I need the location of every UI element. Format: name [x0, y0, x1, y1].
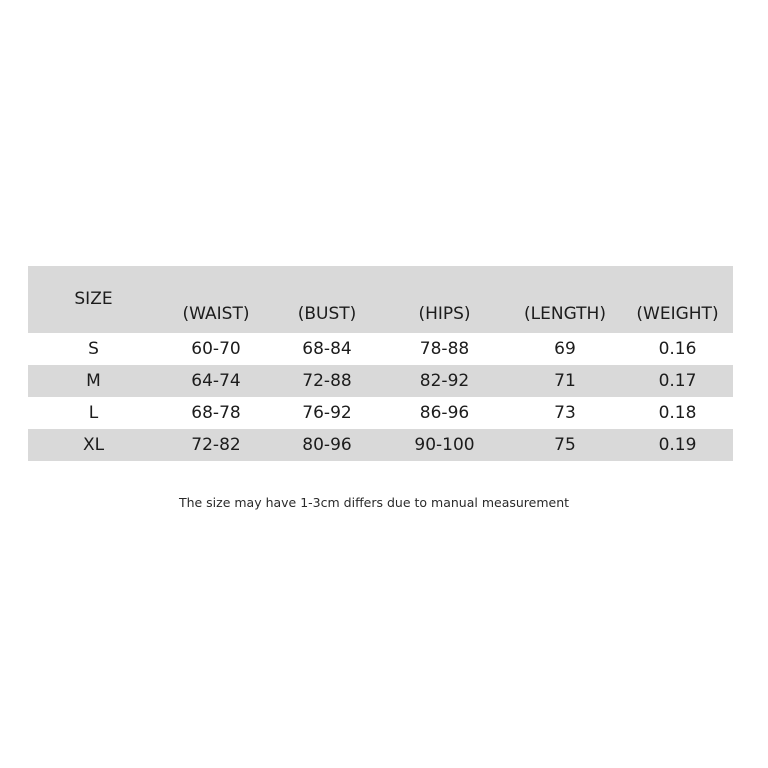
cell-waist: 64-74 [191, 371, 241, 391]
cell-hips: 86-96 [419, 403, 470, 423]
cell-weight: 0.18 [658, 403, 697, 423]
cell-weight: 0.19 [658, 435, 697, 455]
cell-weight: 0.16 [658, 339, 697, 359]
cell-size: L [88, 403, 99, 423]
table-row [28, 333, 733, 365]
cell-size: XL [82, 435, 105, 455]
cell-bust: 76-92 [302, 403, 352, 423]
header-length: (LENGTH) [524, 304, 606, 324]
table-header-row [28, 266, 733, 333]
cell-weight: 0.17 [658, 371, 697, 391]
size-chart-table [28, 266, 733, 461]
table-row [28, 365, 733, 397]
cell-bust: 80-96 [302, 435, 352, 455]
cell-length: 73 [554, 403, 576, 423]
cell-size: M [86, 371, 101, 391]
cell-waist: 68-78 [191, 403, 241, 423]
cell-waist: 60-70 [191, 339, 241, 359]
cell-length: 75 [554, 435, 576, 455]
header-weight: (WEIGHT) [636, 304, 719, 324]
cell-length: 71 [554, 371, 576, 391]
table-row [28, 429, 733, 461]
cell-bust: 72-88 [302, 371, 352, 391]
header-waist: (WAIST) [182, 304, 250, 324]
cell-hips: 90-100 [414, 435, 475, 455]
header-bust: (BUST) [297, 304, 357, 324]
header-hips: (HIPS) [418, 304, 471, 324]
header-size: SIZE [74, 289, 113, 309]
cell-bust: 68-84 [302, 339, 352, 359]
cell-hips: 82-92 [419, 371, 470, 391]
cell-waist: 72-82 [191, 435, 241, 455]
table-row [28, 397, 733, 429]
cell-length: 69 [554, 339, 576, 359]
measurement-footnote: The size may have 1-3cm differs due to manual measurement [178, 495, 570, 510]
cell-size: S [88, 339, 99, 359]
cell-hips: 78-88 [419, 339, 470, 359]
